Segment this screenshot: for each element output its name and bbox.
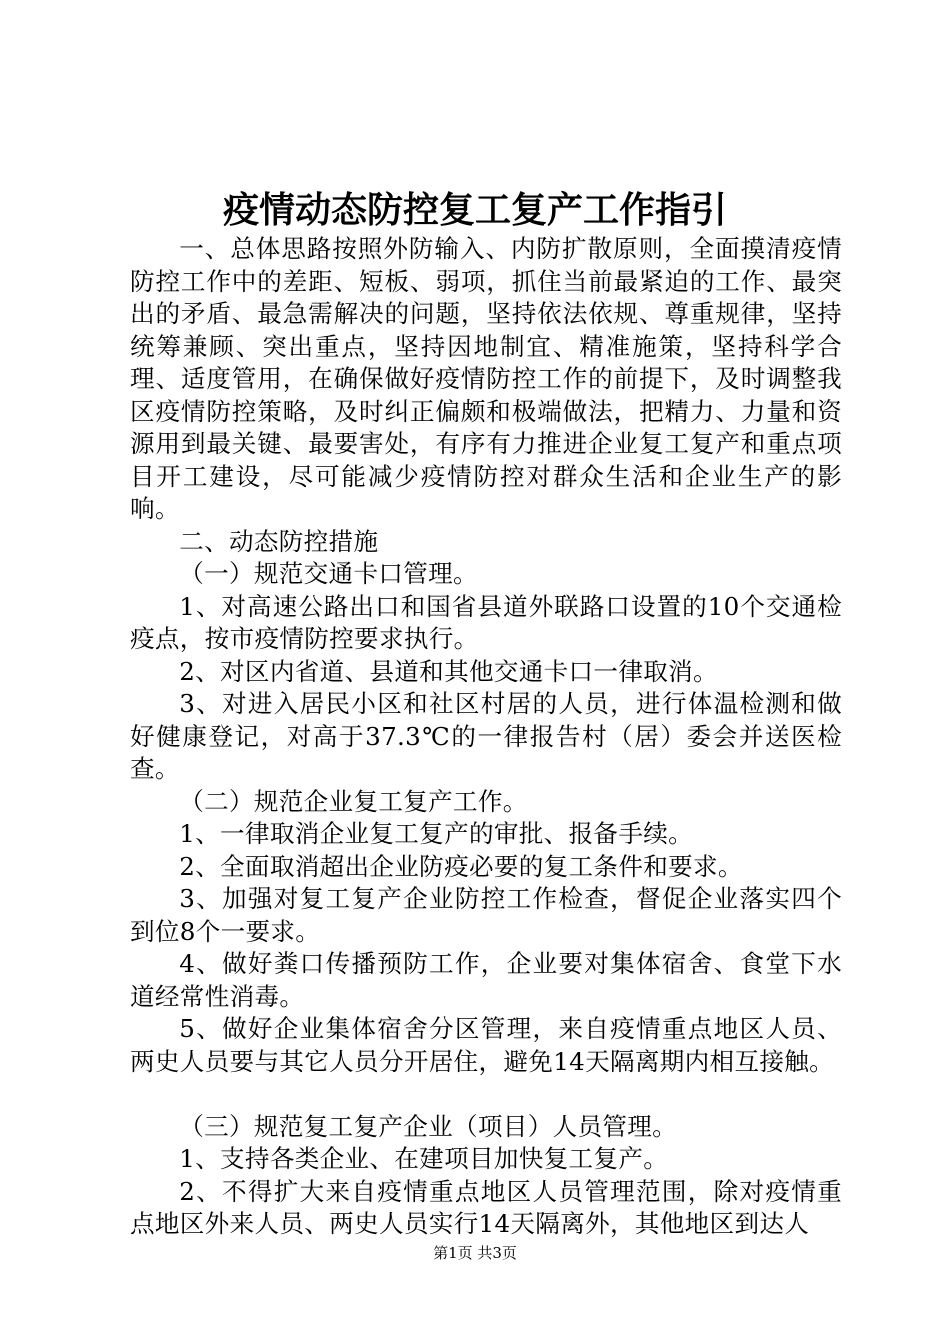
item-resumption-4: 4、做好粪口传播预防工作，企业要对集体宿舍、食堂下水道经常性消毒。 [130,949,842,1011]
item-resumption-1: 1、一律取消企业复工复产的审批、报备手续。 [179,819,694,848]
item-traffic-2: 2、对区内省道、县道和其他交通卡口一律取消。 [179,656,718,686]
item-personnel-2: 2、不得扩大来自疫情重点地区人员管理范围，除对疫情重点地区外来人员、两史人员实行14天隔离外，其他地区到达人 [130,1176,842,1238]
document-title: 疫情动态防控复工复产工作指引 [222,189,727,231]
document-body [130,233,842,1241]
subheading-resumption-work: （二）规范企业复工复产工作。 [179,786,528,816]
paragraph-gap [130,1078,842,1111]
item-traffic-3: 3、对进入居民小区和社区村居的人员，进行体温检测和做好健康登记，对高于37.3℃的一律报告村（居）委会并送医检查。 [130,689,842,783]
subheading-personnel-management: （三）规范复工复产企业（项目）人员管理。 [179,1111,678,1141]
paragraph-general-approach: 一、总体思路按照外防输入、内防扩散原则，全面摸清疫情防控工作中的差距、短板、弱项，抓住当前最紧迫的工作、最突出的矛盾、最急需解决的问题，坚持依法依规、尊重规律，坚持统筹兼顾、突出重点，坚持因地制宜、精准施策，坚持科学合理、适度管用，在确保做好疫情防控工作的前提下，及时调整我区疫情防控策略，及时纠正偏颇和极端做法，把精力、力量和资源用到最关键、最要害处，有序有力推进企业复工复产和重点项目开工建设，尽可能减少疫情防控对群众生活和企业生产的影响。 [130,234,842,523]
subheading-traffic-checkpoints: （一）规范交通卡口管理。 [179,559,478,588]
page-number: 第1页 共3页 [433,1244,517,1262]
item-traffic-1: 1、对高速公路出口和国省县道外联路口设置的10个交通检疫点，按市疫情防控要求执行。 [130,591,842,653]
item-resumption-2: 2、全面取消超出企业防疫必要的复工条件和要求。 [179,851,743,881]
item-resumption-5: 5、做好企业集体宿舍分区管理，来自疫情重点地区人员、两史人员要与其它人员分开居住，避免14天隔离期内相互接触。 [130,1014,842,1076]
heading-dynamic-measures: 二、动态防控措施 [179,526,379,556]
item-personnel-1: 1、支持各类企业、在建项目加快复工复产。 [179,1144,669,1173]
item-resumption-3: 3、加强对复工复产企业防控工作检查，督促企业落实四个到位8个一要求。 [130,884,842,946]
